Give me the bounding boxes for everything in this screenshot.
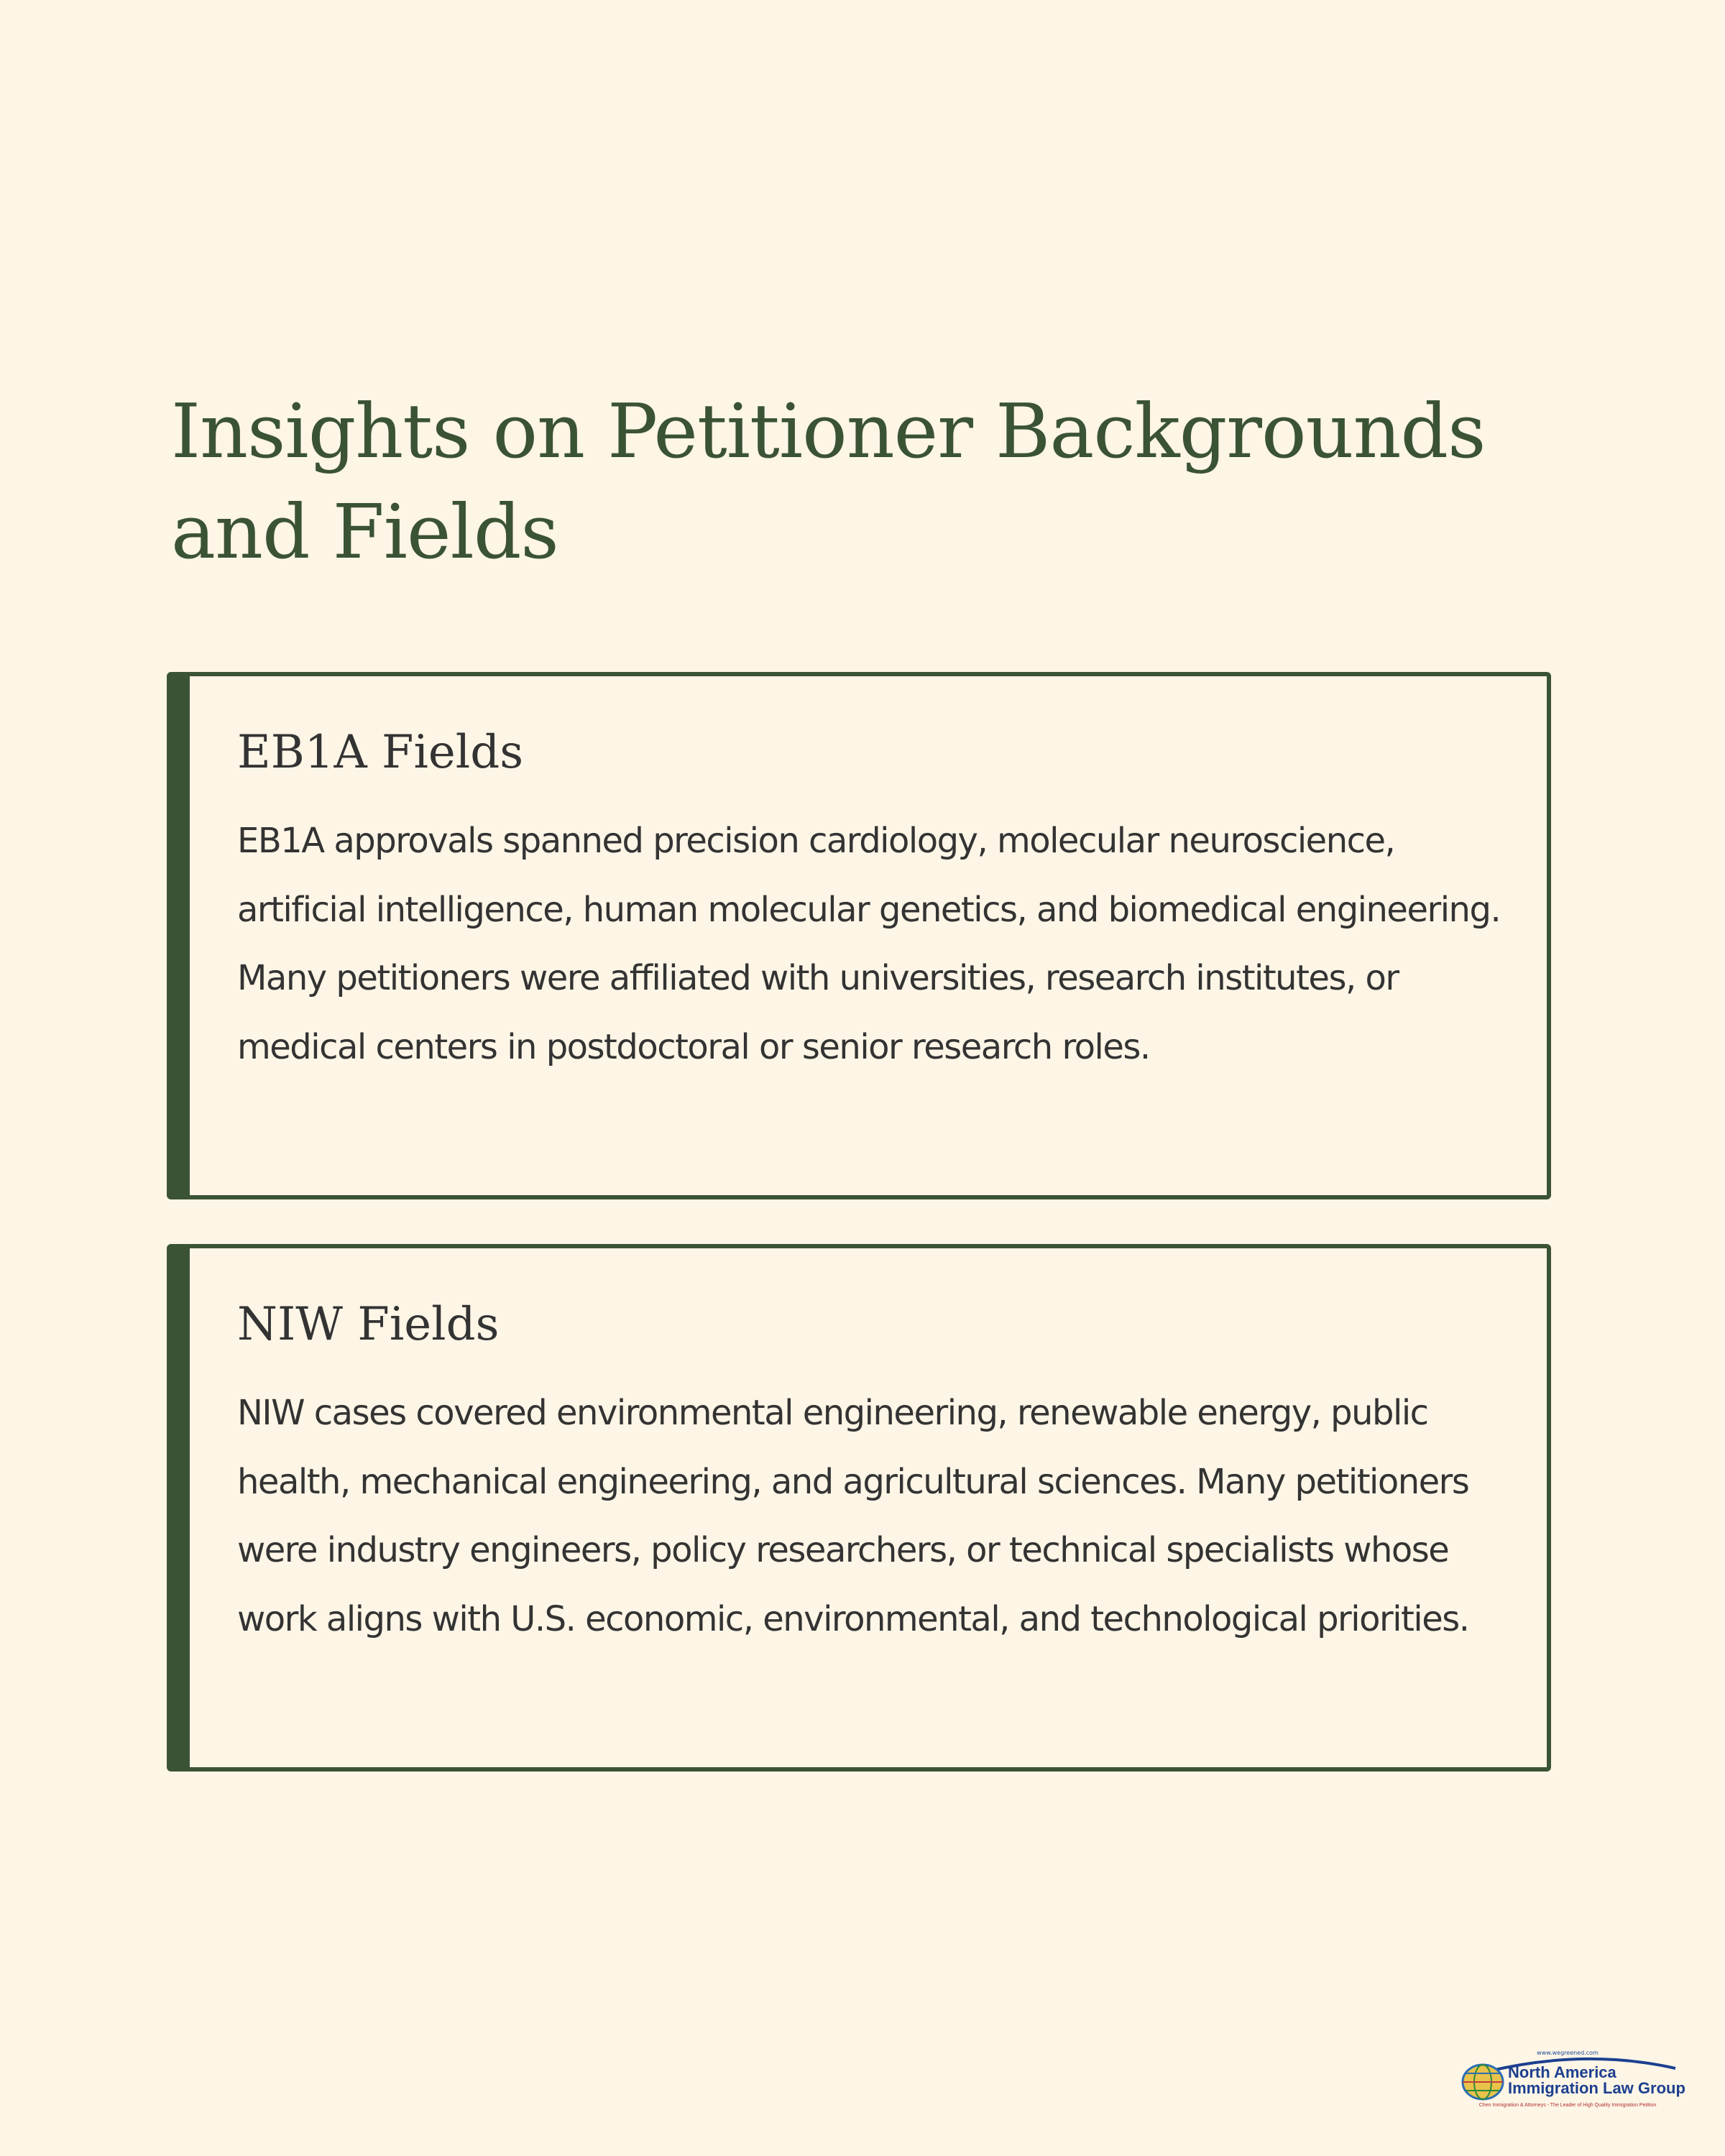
eb1a-fields-card [167, 672, 1551, 1199]
eb1a-fields-description: EB1A approvals spanned precision cardiology, molecular neuroscience, artificial intelligence, human molecular genetics, and biomedical engineering. Many petitioners were affiliated with universities, research institutes, or medical centers in postdoctoral or senior research roles. [237, 821, 1501, 1067]
logo-url: www.wegreened.com [1537, 2050, 1598, 2056]
logo-name-line1: North America [1508, 2063, 1616, 2081]
eb1a-fields-heading: EB1A Fields [237, 726, 524, 779]
globe-icon [1460, 2063, 1505, 2101]
niw-fields-description: NIW cases covered environmental engineering, renewable energy, public health, mechanical engineering, and agricultural sciences. Many petitioners were industry engineers, policy researchers, or technical specialists whose work aligns with U.S. economic, environmental, and technological priorities. [237, 1393, 1469, 1639]
logo-name-line2: Immigration Law Group [1508, 2079, 1685, 2097]
logo-tagline: Chen Immigration & Attorneys - The Leader of High Quality Immigration Petition [1478, 2103, 1657, 2108]
niw-fields-card [167, 1244, 1551, 1772]
page-title: Insights on Petitioner Backgrounds and Fields [171, 387, 1486, 576]
niw-fields-heading: NIW Fields [237, 1298, 500, 1351]
company-logo [1456, 2050, 1685, 2119]
